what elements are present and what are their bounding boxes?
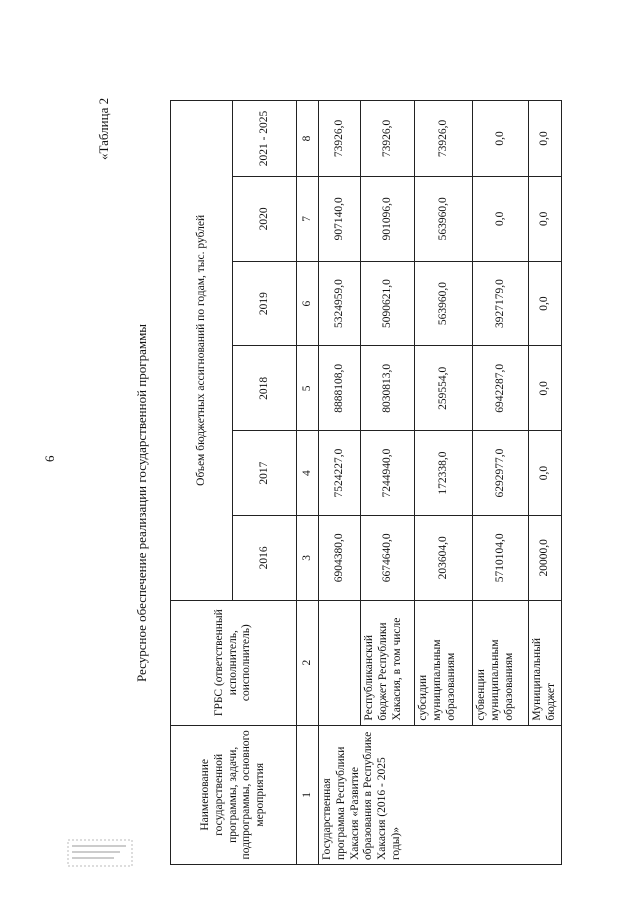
column-number: 1 xyxy=(297,725,319,864)
row-label xyxy=(319,600,361,725)
cell-value: 0,0 xyxy=(529,346,562,431)
cell-value: 8888108,0 xyxy=(319,346,361,431)
cell-value: 20000,0 xyxy=(529,515,562,600)
table-row xyxy=(319,101,361,865)
column-number-row xyxy=(297,101,319,865)
cell-value: 8030813,0 xyxy=(361,346,415,431)
cell-value: 3927179,0 xyxy=(473,261,529,346)
cell-value: 5324959,0 xyxy=(319,261,361,346)
column-number: 3 xyxy=(297,515,319,600)
cell-value: 6674640,0 xyxy=(361,515,415,600)
row-label: субсидии муниципальным образованиям xyxy=(415,600,473,725)
cell-value: 901096,0 xyxy=(361,176,415,261)
table-label: «Таблица 2 xyxy=(96,97,111,160)
resource-table-wrapper xyxy=(170,100,557,865)
page-number: 6 xyxy=(42,455,57,462)
program-name: Государственная программа Республики Хакасия «Развитие образования в Республике Хакасия (2016 - 2025 годы)» xyxy=(319,725,562,864)
cell-value: 907140,0 xyxy=(319,176,361,261)
header-year: 2016 xyxy=(233,515,297,600)
column-number: 6 xyxy=(297,261,319,346)
cell-value: 259554,0 xyxy=(415,346,473,431)
header-volume: Объем бюджетных ассигнований по годам, тыс. рублей xyxy=(171,101,233,601)
column-number: 4 xyxy=(297,431,319,516)
header-name: Наименование государственной программы, задачи, подпрограммы, основного мероприятия xyxy=(171,725,297,864)
cell-value: 6942287,0 xyxy=(473,346,529,431)
cell-value: 7244940,0 xyxy=(361,431,415,516)
column-number: 7 xyxy=(297,176,319,261)
document-title: Ресурсное обеспечение реализации государственной программы xyxy=(134,323,149,682)
stamp-image xyxy=(66,832,136,872)
header-grbs: ГРБС (ответственный исполнитель, соисполнитель) xyxy=(171,600,297,725)
header-year: 2021 - 2025 xyxy=(233,101,297,177)
cell-value: 0,0 xyxy=(529,176,562,261)
cell-value: 0,0 xyxy=(529,431,562,516)
cell-value: 5090621,0 xyxy=(361,261,415,346)
cell-value: 6292977,0 xyxy=(473,431,529,516)
cell-value: 172338,0 xyxy=(415,431,473,516)
row-label: Республиканский бюджет Республики Хакасия, в том числе xyxy=(361,600,415,725)
column-number: 5 xyxy=(297,346,319,431)
cell-value: 0,0 xyxy=(473,101,529,177)
cell-value: 6904380,0 xyxy=(319,515,361,600)
column-number: 8 xyxy=(297,101,319,177)
header-year: 2017 xyxy=(233,431,297,516)
row-label: субвенции муниципальным образованиям xyxy=(473,600,529,725)
cell-value: 73926,0 xyxy=(415,101,473,177)
cell-value: 203604,0 xyxy=(415,515,473,600)
header-year: 2019 xyxy=(233,261,297,346)
header-year: 2018 xyxy=(233,346,297,431)
cell-value: 7524227,0 xyxy=(319,431,361,516)
row-label: Муниципальный бюджет xyxy=(529,600,562,725)
cell-value: 73926,0 xyxy=(361,101,415,177)
cell-value: 73926,0 xyxy=(319,101,361,177)
cell-value: 0,0 xyxy=(529,101,562,177)
column-number: 2 xyxy=(297,600,319,725)
header-year: 2020 xyxy=(233,176,297,261)
cell-value: 5710104,0 xyxy=(473,515,529,600)
cell-value: 0,0 xyxy=(473,176,529,261)
resource-table xyxy=(170,100,562,865)
cell-value: 0,0 xyxy=(529,261,562,346)
cell-value: 563960,0 xyxy=(415,261,473,346)
cell-value: 563960,0 xyxy=(415,176,473,261)
